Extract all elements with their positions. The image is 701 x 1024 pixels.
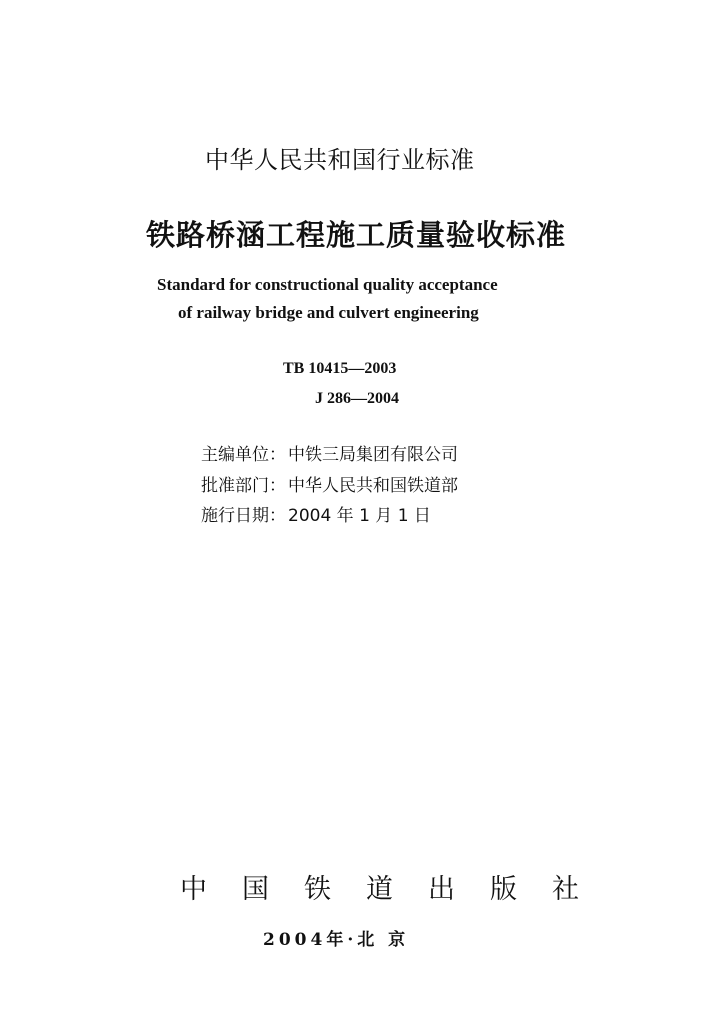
title-english-line-1: Standard for constructional quality acceptance: [157, 275, 498, 294]
info-row-effective-date: [201, 501, 431, 526]
publication-imprint: 2004年·北 京: [263, 930, 410, 950]
info-row-approver: [201, 471, 458, 496]
info-row-editor: [201, 440, 458, 465]
info-value: 中华人民共和国铁道部: [288, 476, 458, 496]
info-value: 2004 年 1 月 1 日: [288, 506, 431, 526]
info-value: 中铁三局集团有限公司: [288, 445, 458, 465]
standard-code-j: J 286—2004: [315, 390, 399, 407]
info-label: 批准部门：: [201, 476, 286, 496]
title-chinese: 铁路桥涵工程施工质量验收标准: [146, 218, 567, 252]
title-english-line-2: of railway bridge and culvert engineering: [178, 303, 479, 322]
info-label: 主编单位：: [201, 445, 286, 465]
publisher-name: 中国铁道出版社: [180, 874, 614, 905]
standard-code-tb: TB 10415—2003: [283, 360, 397, 377]
info-label: 施行日期：: [201, 506, 286, 526]
standard-category: 中华人民共和国行业标准: [205, 146, 475, 174]
